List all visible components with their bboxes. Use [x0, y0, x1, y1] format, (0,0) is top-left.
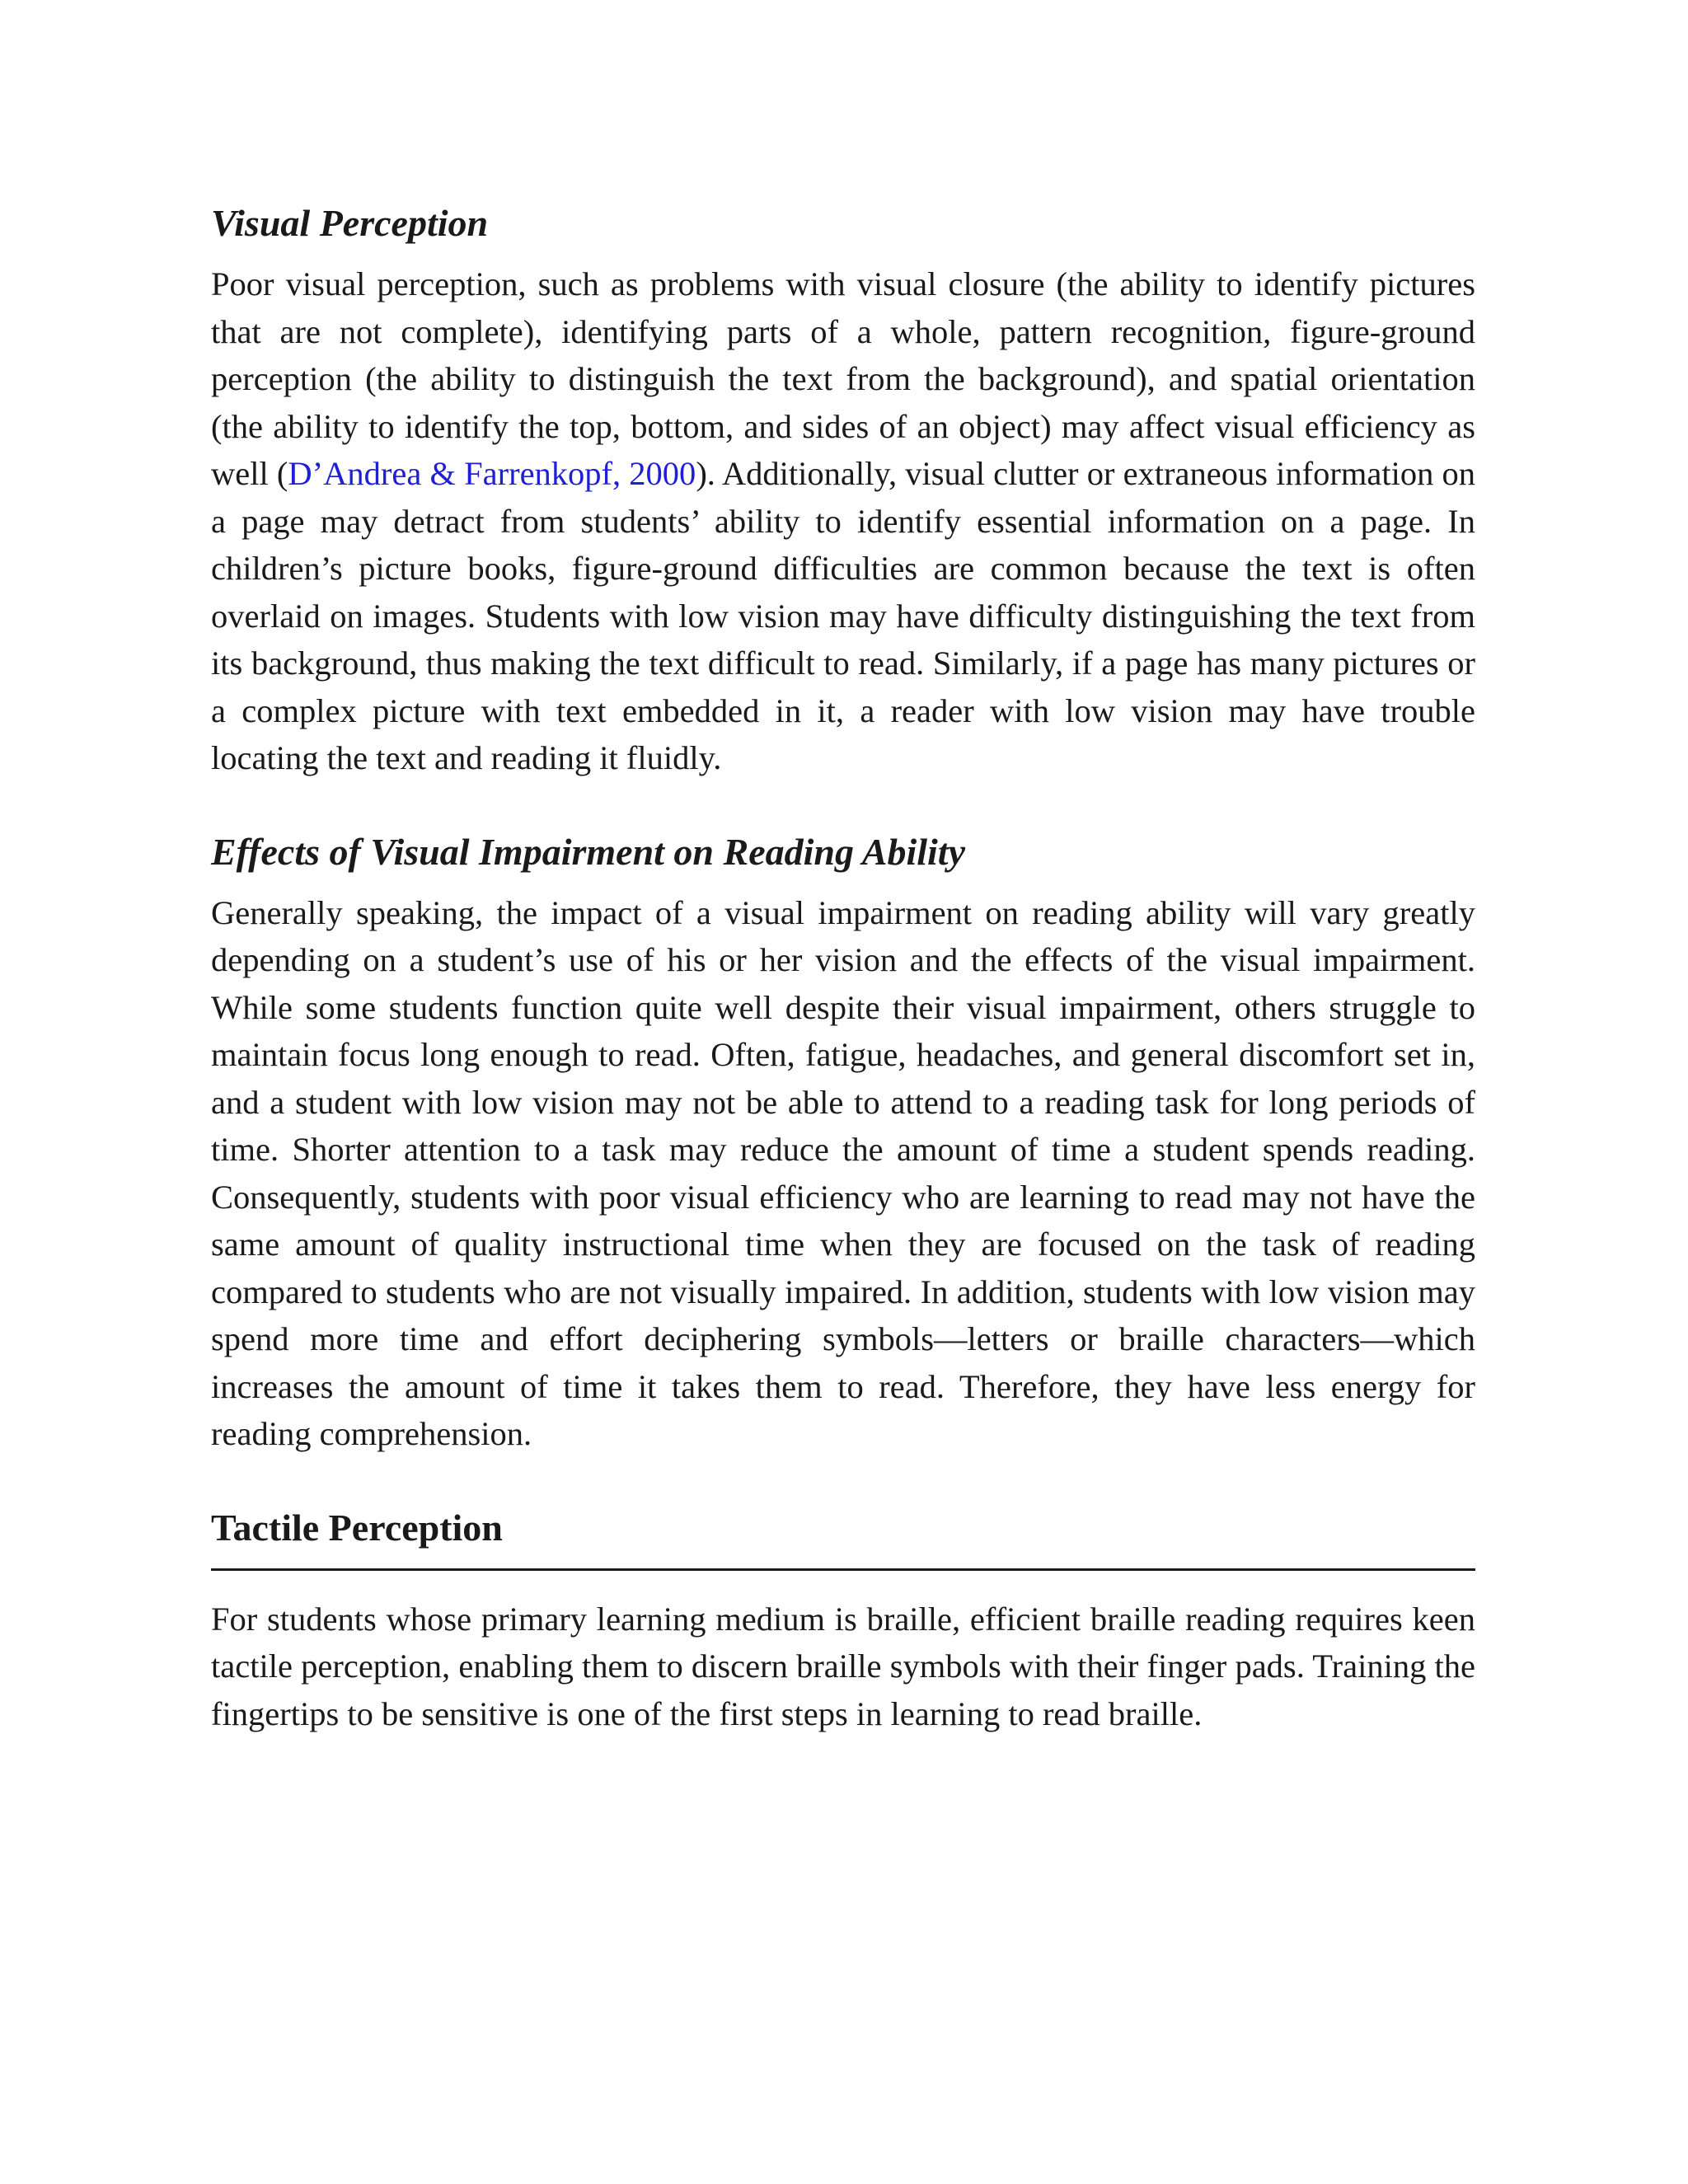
section-heading-visual-perception: Visual Perception — [211, 202, 489, 244]
paragraph-effects-reading: Generally speaking, the impact of a visual impairment on reading ability will vary greatly depending on a student’s use of his or her vision and the effects of the visual impairment. While some students function quite well despite their visual impairment, others struggle to maintain focus long enough to read. Often, fatigue, headaches, and general discomfort set in, and a student with low vision may not be able to attend to a reading task for long periods of time. Shorter attention to a task may reduce the amount of time a student spends reading. Consequently, students with poor visual efficiency who are learning to read may not have the same amount of quality instructional time when they are focused on the task of reading compared to students who are not visually impaired. In addition, students with low vision may spend more time and effort deciphering symbols—letters or braille characters—which increases the amount of time it takes them to read. Therefore, they have less energy for reading comprehension. — [211, 893, 1475, 1452]
heading-divider — [211, 1568, 1475, 1571]
paragraph-text-part: Poor visual perception, such as problems with visual closure (the ability to identify pictures that are not complete), identifying parts of a whole, pattern recognition, figure-ground perception (the ability to distinguish the text from the background), and spatial orientation (the ability to identify the top, bottom, and sides of an object) may affect visual efficiency as well ( — [211, 265, 1475, 492]
section-heading-tactile-perception: Tactile Perception — [211, 1506, 503, 1549]
paragraph-text-part: ). Additionally, visual clutter or extraneous information on a page may detract from students’ ability to identify essential information on a page. In children’s picture books, figure-ground difficulties are common because the text is often overlaid on images. Students with low vision may have difficulty distinguishing the text from its background, thus making the text difficult to read. Similarly, if a page has many pictures or a complex picture with text embedded in it, a reader with low vision may have trouble locating the text and reading it fluidly. — [211, 455, 1476, 776]
citation-link[interactable]: D’Andrea & Farrenkopf, 2000 — [288, 455, 696, 492]
paragraph-tactile-perception: For students whose primary learning medium is braille, efficient braille reading requires keen tactile perception, enabling them to discern braille symbols with their finger pads. Training the fingertips to be sensitive is one of the first steps in learning to read braille. — [211, 1600, 1475, 1732]
section-heading-effects-reading: Effects of Visual Impairment on Reading Ability — [211, 830, 965, 873]
paragraph-visual-perception — [211, 260, 1475, 782]
document-page — [211, 194, 1475, 1737]
